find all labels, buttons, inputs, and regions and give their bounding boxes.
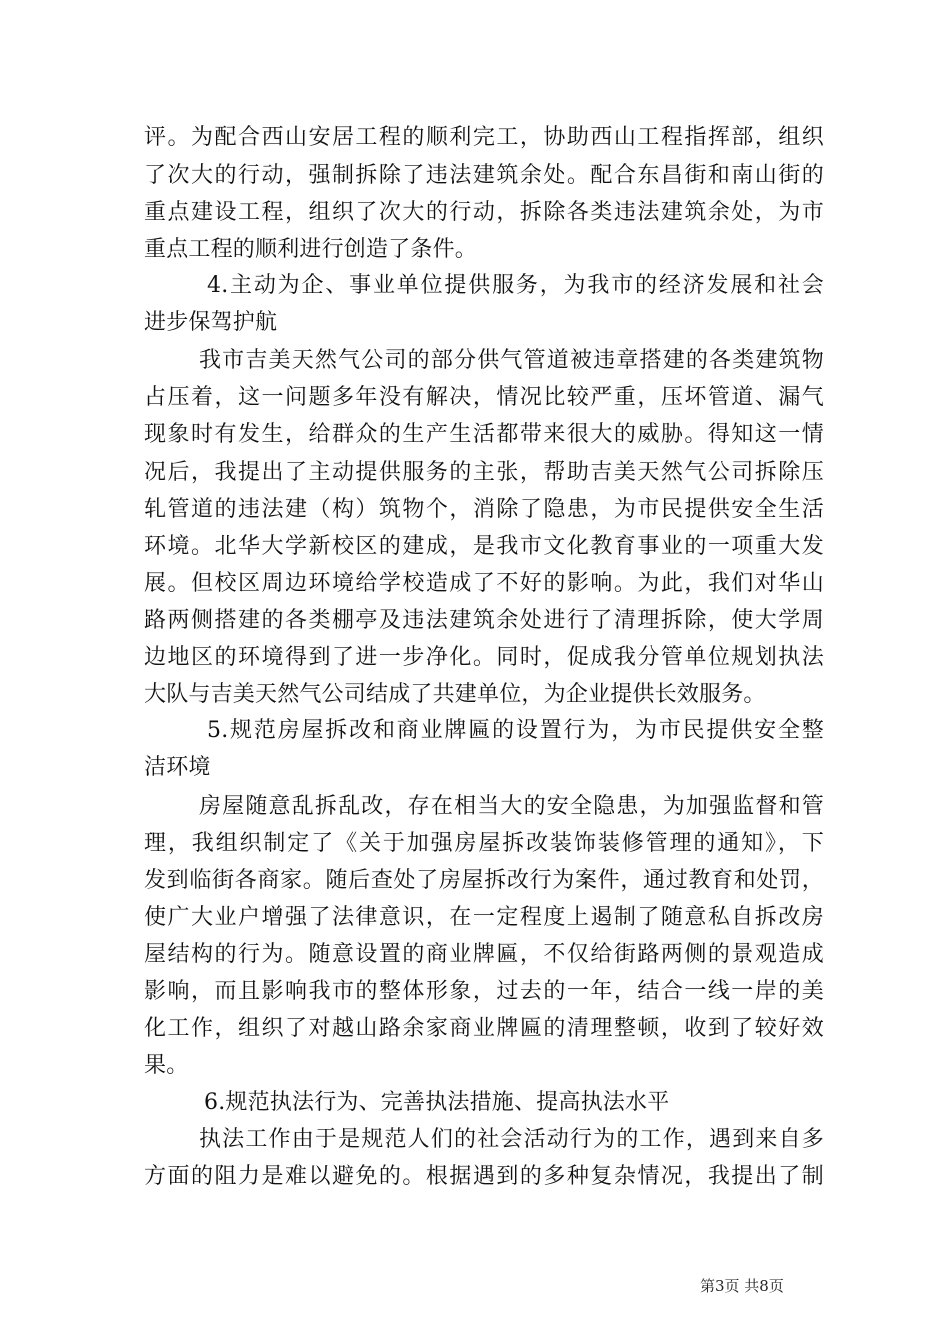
page-number: 第3页 共8页 <box>700 1277 784 1295</box>
text-line: 评。为配合西山安居工程的顺利完工，协助西山工程指挥部，组织 <box>144 125 824 150</box>
text-line: 轧管道的违法建（构）筑物个，消除了隐患，为市民提供安全生活 <box>144 497 824 522</box>
text-line: 占压着，这一问题多年没有解决，情况比较严重，压坏管道、漏气 <box>144 385 824 410</box>
text-line: 大队与吉美天然气公司结成了共建单位，为企业提供长效服务。 <box>144 682 766 707</box>
text-line: 环境。北华大学新校区的建成，是我市文化教育事业的一项重大发 <box>144 534 824 559</box>
section-heading: 洁环境 <box>144 755 211 780</box>
text-line: 理，我组织制定了《关于加强房屋拆改装饰装修管理的通知》，下 <box>144 831 824 856</box>
text-line: 现象时有发生，给群众的生产生活都带来很大的威胁。得知这一情 <box>144 422 824 447</box>
text-line: 了次大的行动，强制拆除了违法建筑余处。配合东昌街和南山街的 <box>144 163 824 188</box>
text-line: 执法工作由于是规范人们的社会活动行为的工作，遇到来自多 <box>199 1127 824 1152</box>
section-heading: 进步保驾护航 <box>144 310 278 335</box>
text-line: 屋结构的行为。随意设置的商业牌匾，不仅给街路两侧的景观造成 <box>144 942 824 967</box>
text-line: 化工作，组织了对越山路余家商业牌匾的清理整顿，收到了较好效 <box>144 1016 824 1041</box>
text-line: 重点建设工程，组织了次大的行动，拆除各类违法建筑余处，为市 <box>144 200 824 225</box>
text-line: 影响，而且影响我市的整体形象，过去的一年，结合一线一岸的美 <box>144 979 824 1004</box>
text-line: 况后，我提出了主动提供服务的主张，帮助吉美天然气公司拆除压 <box>144 460 824 485</box>
section-heading: 6.规范执法行为、完善执法措施、提高执法水平 <box>204 1090 670 1115</box>
text-line: 使广大业户增强了法律意识，在一定程度上遏制了随意私自拆改房 <box>144 905 824 930</box>
text-line: 发到临街各商家。随后查处了房屋拆改行为案件，通过教育和处罚， <box>144 868 824 893</box>
text-line: 路两侧搭建的各类棚亭及违法建筑余处进行了清理拆除，使大学周 <box>144 608 824 633</box>
text-line: 我市吉美天然气公司的部分供气管道被违章搭建的各类建筑物 <box>199 348 824 373</box>
text-line: 方面的阻力是难以避免的。根据遇到的多种复杂情况，我提出了制 <box>144 1164 824 1189</box>
section-heading: 5.规范房屋拆改和商业牌匾的设置行为，为市民提供安全整 <box>207 718 824 743</box>
text-line: 房屋随意乱拆乱改，存在相当大的安全隐患，为加强监督和管 <box>199 794 824 819</box>
text-line: 边地区的环境得到了进一步净化。同时，促成我分管单位规划执法 <box>144 645 824 670</box>
text-line: 展。但校区周边环境给学校造成了不好的影响。为此，我们对华山 <box>144 571 824 596</box>
text-line: 果。 <box>144 1053 189 1078</box>
text-line: 重点工程的顺利进行创造了条件。 <box>144 237 478 262</box>
section-heading: 4.主动为企、事业单位提供服务，为我市的经济发展和社会 <box>207 273 824 298</box>
